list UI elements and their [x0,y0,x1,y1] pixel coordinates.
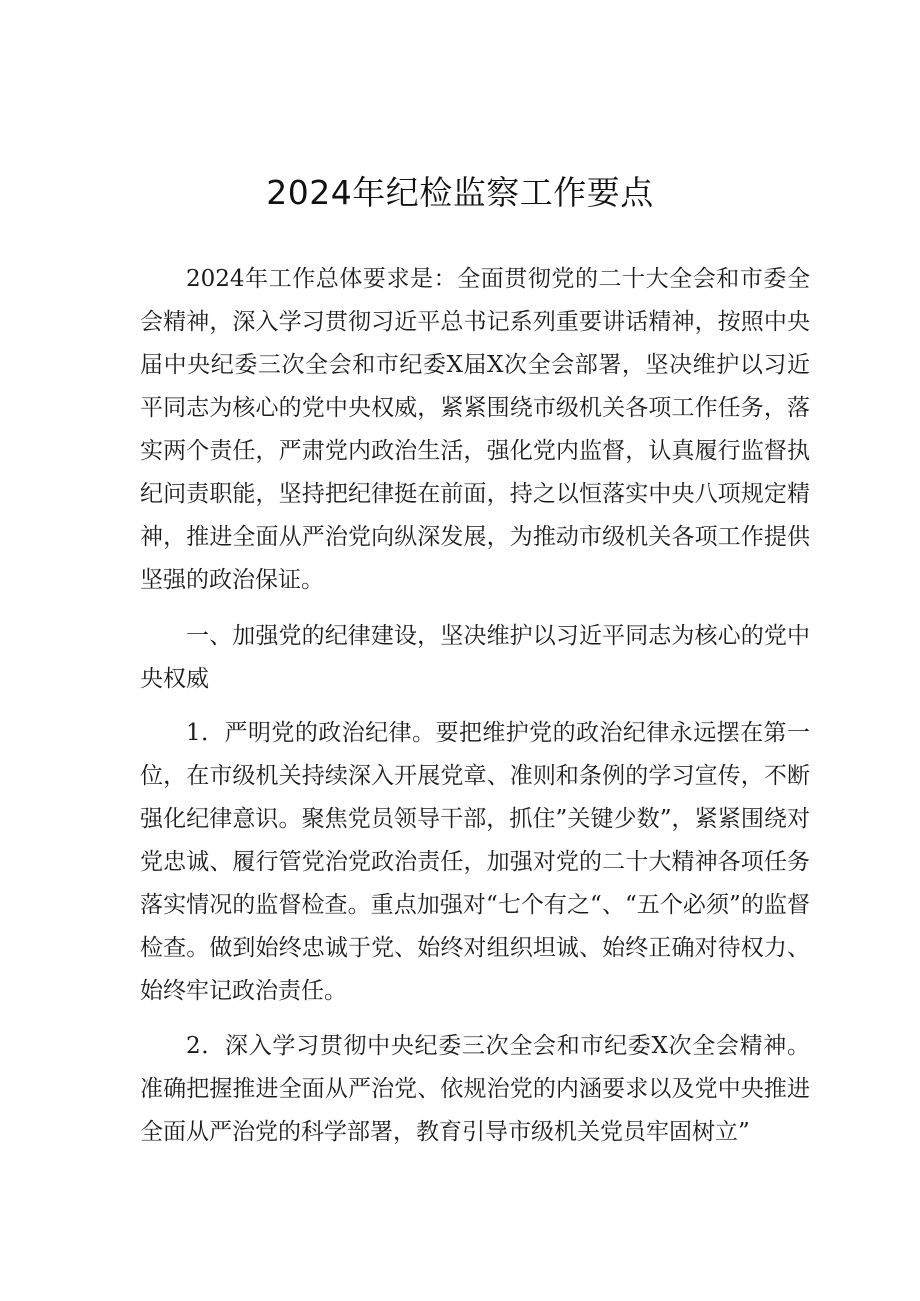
paragraph-item-2: 2．深入学习贯彻中央纪委三次全会和市纪委X次全会精神。准确把握推进全面从严治党、依规治党的内涵要求以及党中央推进全面从严治党的科学部署，教育引导市级机关党员牢固树立” [140,1033,810,1145]
paragraph-general-requirements: 2024年工作总体要求是：全面贯彻党的二十大全会和市委全会精神，深入学习贯彻习近平总书记系列重要讲话精神，按照中央届中央纪委三次全会和市纪委X届X次全会部署，坚决维护以习近平同志为核心的党中央权威，紧紧围绕市级机关各项工作任务，落实两个责任，严肃党内政治生活，强化党内监督，认真履行监督执纪问责职能，坚持把纪律挺在前面，持之以恒落实中央八项规定精神，推进全面从严治党向纵深发展，为推动市级机关各项工作提供坚强的政治保证。 [140,266,810,593]
paragraph-item-1: 1．严明党的政治纪律。要把维护党的政治纪律永远摆在第一位，在市级机关持续深入开展党章、准则和条例的学习宣传，不断强化纪律意识。聚焦党员领导干部，抓住”关键少数”，紧紧围绕对党忠诚、履行管党治党政治责任，加强对党的二十大精神各项任务落实情况的监督检查。重点加强对“七个有之“、“五个必须”的监督检查。做到始终忠诚于党、始终对组织坦诚、始终正确对待权力、始终牢记政治责任。 [140,720,810,1004]
document-title: 2024年纪检监察工作要点 [266,173,654,212]
section-heading-1: 一、加强党的纪律建设，坚决维护以习近平同志为核心的党中央权威 [140,623,810,692]
